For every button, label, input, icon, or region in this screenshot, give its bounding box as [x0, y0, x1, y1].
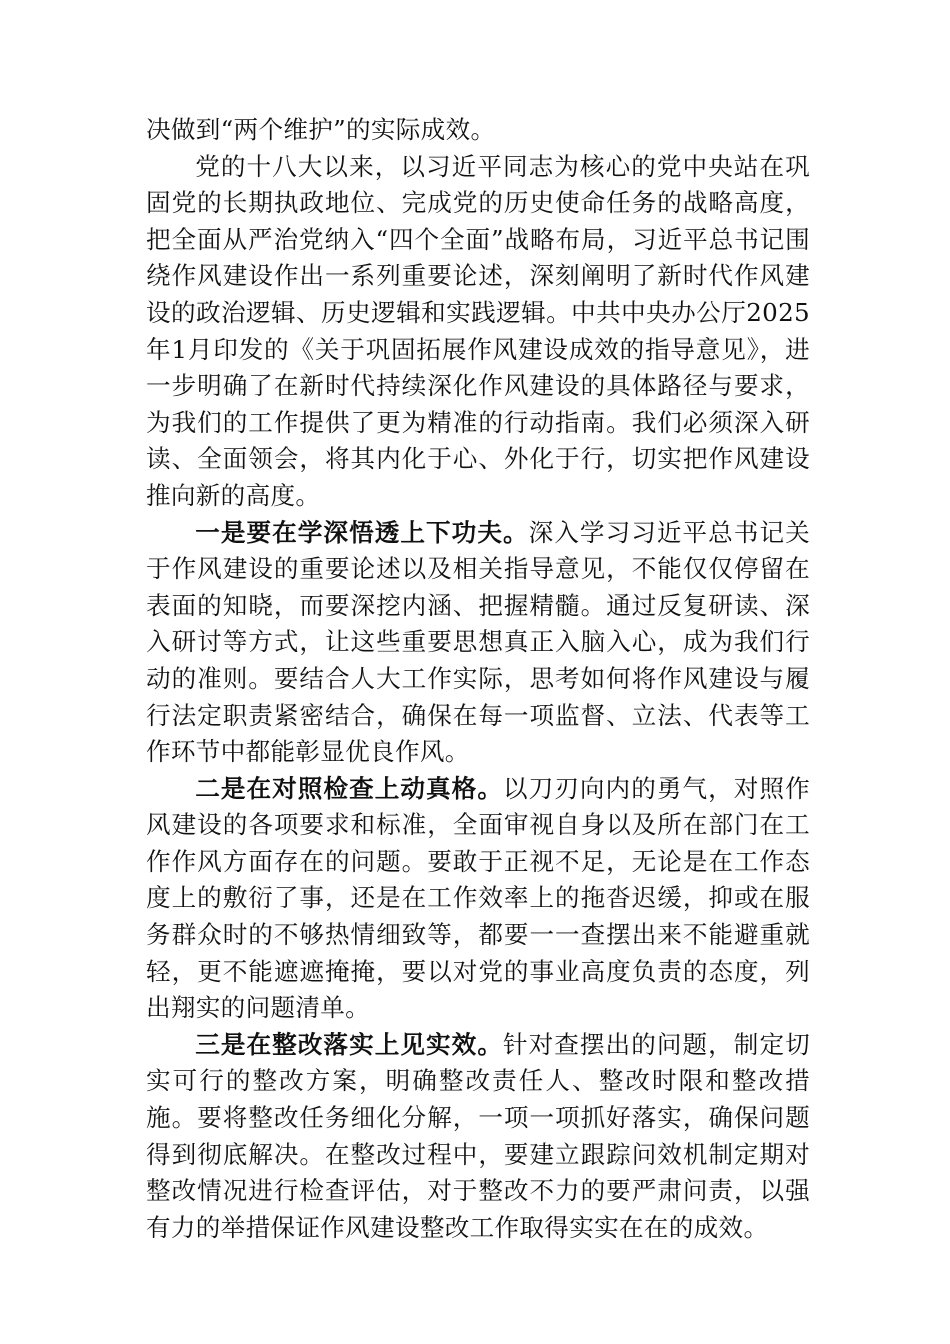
paragraph-point-three — [146, 1027, 810, 1247]
paragraph-continuation — [146, 112, 810, 149]
document-page — [146, 112, 810, 1246]
paragraph-text: 以刀刃向内的勇气，对照作风建设的各项要求和标准，全面审视自身以及所在部门在工作作风方面存在的问题。要敢于正视不足，无论是在工作态度上的敷衍了事，还是在工作效率上的拖沓迟缓，抑或在服务群众时的不够热情细致等，都要一一查摆出来不能避重就轻，更不能遮遮掩掩，要以对党的事业高度负责的态度，列出翔实的问题清单。 — [146, 773, 810, 1023]
paragraph-text: 决做到“两个维护”的实际成效。 — [146, 115, 496, 144]
paragraph-lead-heading: 一是要在学深悟透上下功夫。 — [195, 517, 529, 547]
paragraph-point-one — [146, 515, 810, 771]
paragraph-lead-heading: 三是在整改落实上见实效。 — [195, 1029, 503, 1059]
paragraph-point-two — [146, 771, 810, 1027]
paragraph-text: 党的十八大以来，以习近平同志为核心的党中央站在巩固党的长期执政地位、完成党的历史使命任务的战略高度，把全面从严治党纳入“四个全面”战略布局，习近平总书记围绕作风建设作出一系列重要论述，深刻阐明了新时代作风建设的政治逻辑、历史逻辑和实践逻辑。中共中央办公厅2025年1月印发的《关于巩固拓展作风建设成效的指导意见》，进一步明确了在新时代持续深化作风建设的具体路径与要求，为我们的工作提供了更为精准的行动指南。我们必须深入研读、全面领会，将其内化于心、外化于行，切实把作风建设推向新的高度。 — [146, 151, 810, 510]
paragraph-text: 深入学习习近平总书记关于作风建设的重要论述以及相关指导意见，不能仅仅停留在表面的知晓，而要深挖内涵、把握精髓。通过反复研读、深入研讨等方式，让这些重要思想真正入脑入心，成为我们行动的准则。要结合人大工作实际，思考如何将作风建设与履行法定职责紧密结合，确保在每一项监督、立法、代表等工作环节中都能彰显优良作风。 — [146, 517, 810, 767]
paragraph-intro — [146, 149, 810, 515]
paragraph-lead-heading: 二是在对照检查上动真格。 — [195, 773, 503, 803]
paragraph-text: 针对查摆出的问题，制定切实可行的整改方案，明确整改责任人、整改时限和整改措施。要将整改任务细化分解，一项一项抓好落实，确保问题得到彻底解决。在整改过程中，要建立跟踪问效机制定期对整改情况进行检查评估，对于整改不力的要严肃问责，以强有力的举措保证作风建设整改工作取得实实在在的成效。 — [146, 1029, 810, 1242]
